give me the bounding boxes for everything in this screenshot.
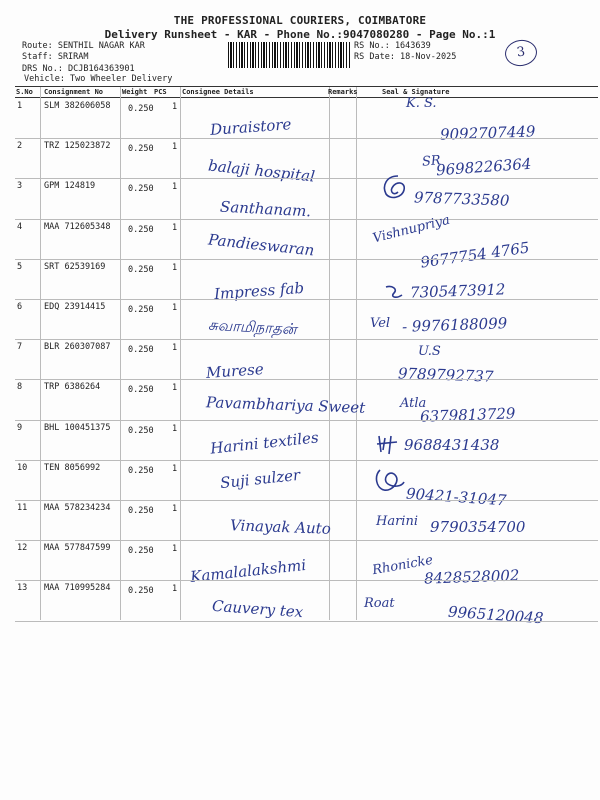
row-sno: 1 xyxy=(17,101,23,111)
row-consignment-no: MAA 578234234 xyxy=(44,503,111,513)
row-consignment-no: EDQ 23914415 xyxy=(44,302,106,312)
row-consignment-no: TEN 8056992 xyxy=(44,462,101,473)
phone-handwriting: 8428528002 xyxy=(423,566,520,588)
row-consignment-no: TRP 6386264 xyxy=(44,382,101,393)
row-divider xyxy=(15,138,598,139)
consignee-handwriting: Harini textiles xyxy=(209,428,320,458)
phone-handwriting: 9787733580 xyxy=(413,188,510,210)
row-pcs: 1 xyxy=(172,383,178,394)
row-divider xyxy=(15,500,598,501)
route-label: Route: SENTHIL NAGAR KAR xyxy=(22,41,145,51)
row-sno: 6 xyxy=(17,302,23,312)
row-pcs: 1 xyxy=(172,463,178,474)
row-pcs: 1 xyxy=(172,222,178,233)
row-weight: 0.250 xyxy=(128,144,154,155)
row-divider xyxy=(15,299,598,300)
row-sno: 2 xyxy=(17,141,23,152)
signature-scribble xyxy=(375,432,401,456)
row-consignment-no: SRT 62539169 xyxy=(44,261,106,272)
phone-handwriting: 7305473912 xyxy=(409,280,506,302)
handwritten-page-mark: 3 xyxy=(503,38,538,68)
row-consignment-no: MAA 712605348 xyxy=(44,221,111,232)
row-weight: 0.250 xyxy=(128,465,154,476)
barcode xyxy=(228,42,350,68)
row-pcs: 1 xyxy=(172,544,178,555)
row-sno: 3 xyxy=(17,181,23,192)
signature-handwriting: Rhonicke xyxy=(371,552,435,579)
phone-handwriting: 9092707449 xyxy=(439,122,536,144)
signature-handwriting: Harini xyxy=(376,514,418,529)
row-divider xyxy=(15,178,598,179)
runsheet-subtitle: Delivery Runsheet - KAR - Phone No.:9047080280 - Page No.:1 xyxy=(104,28,496,41)
row-weight: 0.250 xyxy=(128,546,154,557)
row-pcs: 1 xyxy=(172,142,178,153)
row-divider xyxy=(15,259,598,260)
signature-handwriting: Atla xyxy=(400,396,427,411)
row-weight: 0.250 xyxy=(128,586,154,597)
row-consignment-no: BLR 260307087 xyxy=(44,342,111,353)
col-header-remarks: Remarks xyxy=(328,88,358,96)
consignee-handwriting: balaji hospital xyxy=(207,156,316,186)
signature-handwriting: K. S. xyxy=(406,96,437,111)
row-consignment-no: GPM 124819 xyxy=(44,181,96,192)
signature-scribble xyxy=(384,283,406,301)
table-bottom-border xyxy=(15,621,598,622)
col-header-consignment: Consignment No xyxy=(44,88,104,96)
rs-date: RS Date: 18-Nov-2025 xyxy=(354,52,457,62)
signature-scribble xyxy=(380,172,410,202)
row-divider xyxy=(15,540,598,541)
consignee-handwriting: Vinayak Auto xyxy=(229,516,332,538)
row-sno: 5 xyxy=(17,261,23,272)
consignee-handwriting: Impress fab xyxy=(213,278,305,304)
row-weight: 0.250 xyxy=(128,184,154,195)
row-sno: 11 xyxy=(17,503,28,513)
row-sno: 9 xyxy=(17,422,23,433)
signature-handwriting: Vishnupriya xyxy=(371,212,452,247)
col-header-seal: Seal & Signature xyxy=(382,88,450,96)
signature-scribble xyxy=(372,466,406,496)
consignee-handwriting: Duraistore xyxy=(209,115,292,139)
signature-handwriting: Roat xyxy=(364,596,395,611)
consignee-handwriting: Santhanam. xyxy=(219,197,312,221)
signature-handwriting: SR xyxy=(421,153,442,170)
row-sno: 12 xyxy=(17,543,28,554)
consignee-handwriting: Cauvery tex xyxy=(211,596,304,622)
row-consignment-no: MAA 710995284 xyxy=(44,583,111,594)
row-sno: 8 xyxy=(17,382,23,393)
phone-handwriting: 6379813729 xyxy=(419,404,516,426)
table-top-border xyxy=(15,86,598,87)
phone-handwriting: 9677754 4765 xyxy=(419,238,531,272)
consignee-handwriting: Murese xyxy=(205,360,265,382)
row-pcs: 1 xyxy=(172,102,178,112)
row-divider xyxy=(15,379,598,380)
row-divider xyxy=(15,460,598,461)
row-weight: 0.250 xyxy=(128,264,154,275)
signature-handwriting: Vel xyxy=(370,316,391,331)
row-sno: 13 xyxy=(17,583,28,594)
row-divider xyxy=(15,339,598,340)
phone-handwriting: 9790354700 xyxy=(430,518,526,536)
row-pcs: 1 xyxy=(172,343,178,354)
consignee-handwriting: Pandieswaran xyxy=(207,230,316,260)
phone-handwriting: - 9976188099 xyxy=(401,314,508,336)
row-pcs: 1 xyxy=(172,303,178,313)
row-pcs: 1 xyxy=(172,423,178,434)
vehicle-label: Vehicle: Two Wheeler Delivery xyxy=(24,74,173,84)
row-pcs: 1 xyxy=(172,584,178,595)
row-divider xyxy=(15,580,598,581)
phone-handwriting: 9698226364 xyxy=(435,154,532,180)
staff-label: Staff: SRIRAM xyxy=(22,52,89,62)
row-weight: 0.250 xyxy=(128,345,154,356)
consignee-handwriting: Pavambhariya Sweet xyxy=(205,393,366,417)
row-pcs: 1 xyxy=(172,504,178,514)
row-weight: 0.250 xyxy=(128,425,154,436)
phone-handwriting: 9688431438 xyxy=(404,436,500,454)
phone-handwriting: 90421-31047 xyxy=(405,484,508,510)
row-divider xyxy=(15,420,598,421)
consignee-handwriting: Suji sulzer xyxy=(219,465,301,493)
drs-number: DRS No.: DCJB164363901 xyxy=(22,64,135,74)
row-consignment-no: BHL 100451375 xyxy=(44,422,111,433)
rs-number: RS No.: 1643639 xyxy=(354,41,431,51)
row-weight: 0.250 xyxy=(128,104,154,114)
row-divider xyxy=(15,219,598,220)
row-sno: 7 xyxy=(17,342,23,353)
phone-handwriting: 9965120048 xyxy=(447,602,544,628)
row-weight: 0.250 xyxy=(128,385,154,396)
row-pcs: 1 xyxy=(172,182,178,193)
row-weight: 0.250 xyxy=(128,506,154,516)
table-header-border xyxy=(15,97,598,98)
consignee-handwriting: Kamalalakshmi xyxy=(189,555,307,587)
row-weight: 0.250 xyxy=(128,305,154,315)
phone-handwriting: 9789792737 xyxy=(397,364,494,386)
col-header-pcs: PCS xyxy=(154,88,167,96)
row-weight: 0.250 xyxy=(128,224,154,235)
row-consignment-no: SLM 382606058 xyxy=(44,101,111,111)
signature-handwriting: U.S xyxy=(418,344,441,359)
consignee-handwriting: சுவாமிநாதன் xyxy=(207,315,297,339)
row-consignment-no: TRZ 125023872 xyxy=(44,141,111,152)
row-pcs: 1 xyxy=(172,262,178,273)
row-sno: 10 xyxy=(17,462,28,473)
company-title: THE PROFESSIONAL COURIERS, COIMBATORE xyxy=(173,14,427,27)
row-sno: 4 xyxy=(17,221,23,232)
row-consignment-no: MAA 577847599 xyxy=(44,543,111,554)
col-header-consignee: Consignee Details xyxy=(182,88,254,96)
col-header-sno: S.No xyxy=(16,88,33,96)
col-header-weight: Weight xyxy=(122,88,148,96)
